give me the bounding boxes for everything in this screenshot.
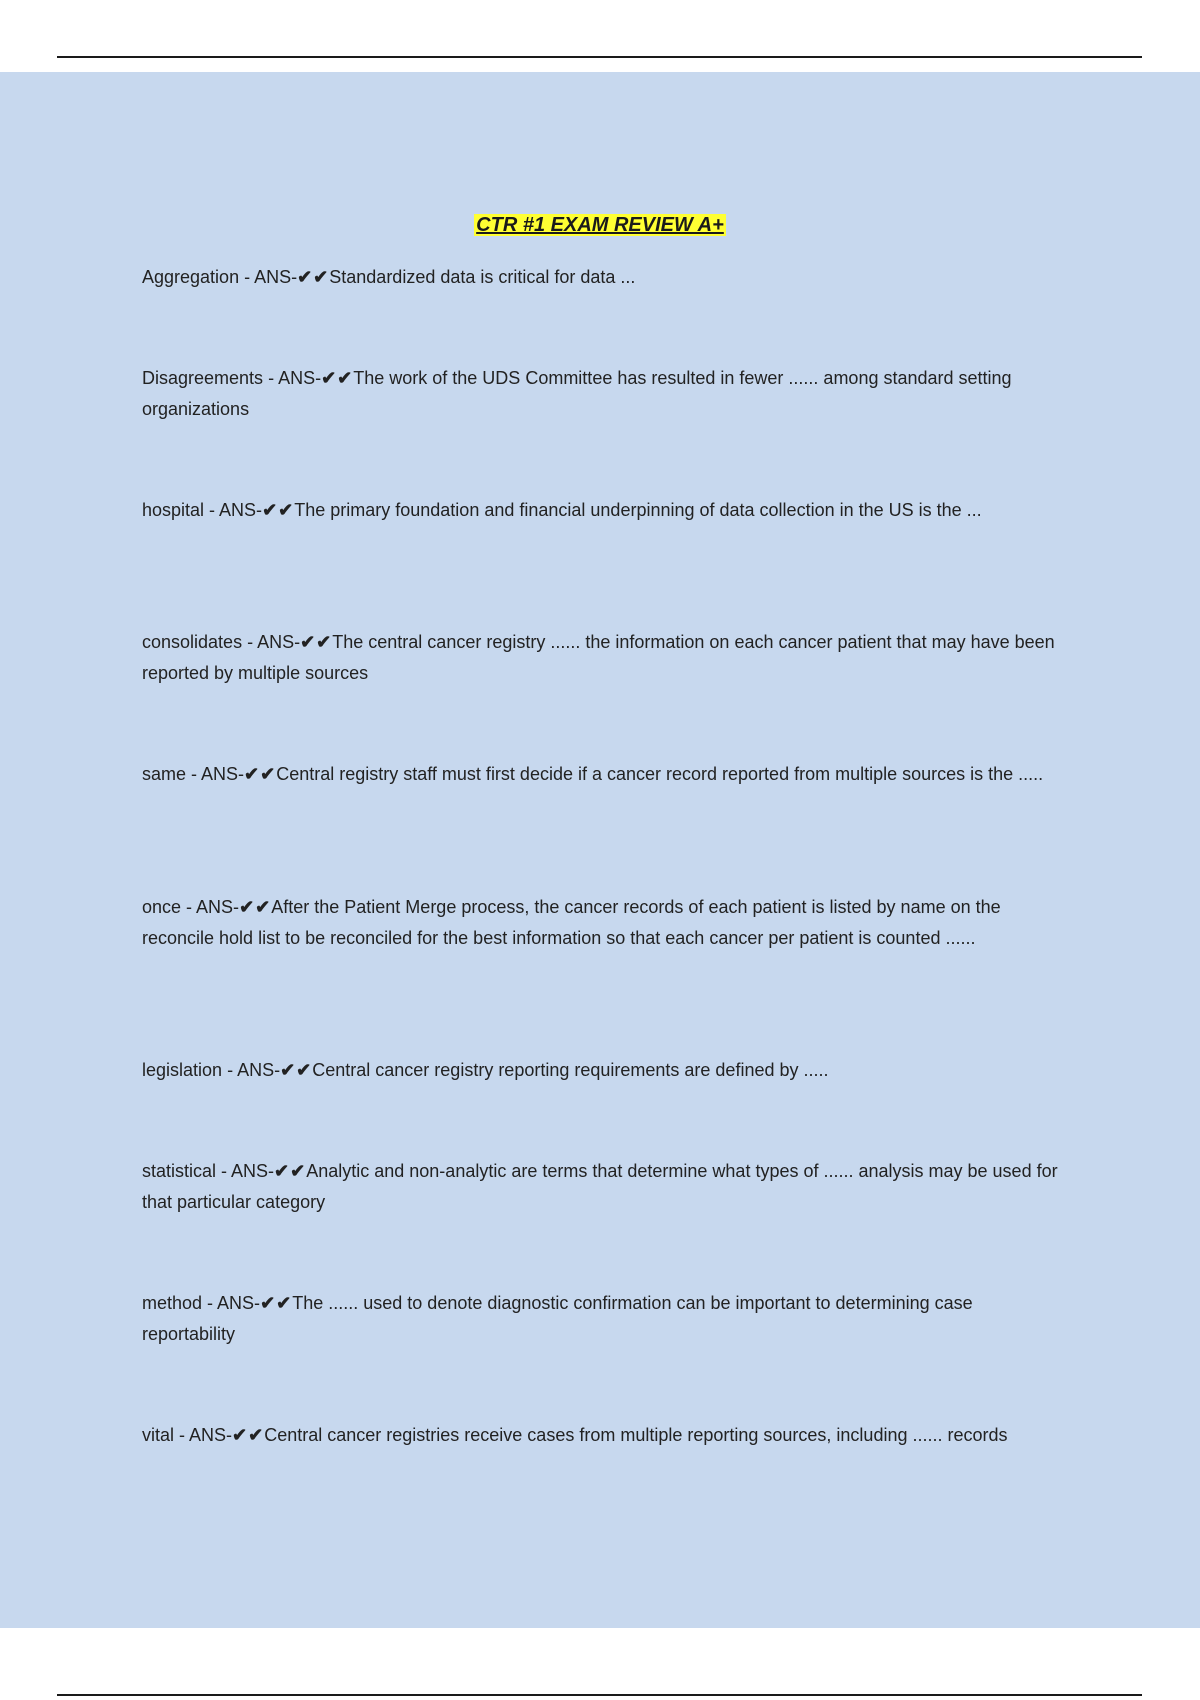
checkmark-icon: ✔✔ xyxy=(300,632,333,652)
qa-term: hospital xyxy=(142,500,205,520)
qa-question: Central cancer registries receive cases from multiple reporting sources, including ...... records xyxy=(264,1425,1008,1445)
qa-term: Aggregation xyxy=(142,267,240,287)
checkmark-icon: ✔✔ xyxy=(321,368,354,388)
document-title-text: CTR #1 EXAM REVIEW A+ xyxy=(476,214,724,236)
qa-item xyxy=(142,1156,1062,1218)
checkmark-icon: ✔✔ xyxy=(244,764,277,784)
qa-term: consolidates xyxy=(142,632,243,652)
qa-term: method xyxy=(142,1293,203,1313)
qa-question: Analytic and non-analytic are terms that determine what types of ...... analysis may be used for that particular category xyxy=(142,1161,1058,1212)
qa-question: After the Patient Merge process, the cancer records of each patient is listed by name on the reconcile hold list to be reconciled for the best information so that each cancer per patient is counted ...... xyxy=(142,897,1001,948)
qa-item xyxy=(142,627,1062,689)
checkmark-icon: ✔✔ xyxy=(274,1161,307,1181)
qa-question: Central registry staff must first decide if a cancer record reported from multiple sources is the ..... xyxy=(276,764,1044,784)
qa-separator: - ANS- xyxy=(204,500,263,520)
qa-item xyxy=(142,759,1062,790)
qa-item xyxy=(142,1288,1062,1350)
checkmark-icon: ✔✔ xyxy=(232,1425,265,1445)
header-rule xyxy=(57,56,1142,58)
checkmark-icon: ✔✔ xyxy=(260,1293,293,1313)
qa-separator: - ANS- xyxy=(216,1161,275,1181)
checkmark-icon: ✔✔ xyxy=(297,267,330,287)
qa-item xyxy=(142,262,1062,293)
qa-question: Central cancer registry reporting requirements are defined by ..... xyxy=(312,1060,829,1080)
checkmark-icon: ✔✔ xyxy=(239,897,272,917)
document-title xyxy=(0,214,1200,237)
qa-separator: - ANS- xyxy=(263,368,322,388)
qa-item xyxy=(142,495,1062,526)
qa-separator: - ANS- xyxy=(174,1425,233,1445)
qa-question: The primary foundation and financial underpinning of data collection in the US is the ... xyxy=(294,500,982,520)
checkmark-icon: ✔✔ xyxy=(280,1060,313,1080)
qa-separator: - ANS- xyxy=(181,897,240,917)
qa-item xyxy=(142,892,1062,954)
qa-item xyxy=(142,1055,1062,1086)
qa-separator: - ANS- xyxy=(202,1293,261,1313)
qa-separator: - ANS- xyxy=(222,1060,281,1080)
qa-question: The work of the UDS Committee has resulted in fewer ...... among standard setting organizations xyxy=(142,368,1012,419)
qa-separator: - ANS- xyxy=(242,632,301,652)
document-page xyxy=(0,72,1200,1628)
qa-term: once xyxy=(142,897,182,917)
qa-question: The ...... used to denote diagnostic confirmation can be important to determining case reportability xyxy=(142,1293,973,1344)
qa-term: legislation xyxy=(142,1060,223,1080)
qa-question: Standardized data is critical for data ... xyxy=(329,267,636,287)
qa-term: vital xyxy=(142,1425,175,1445)
qa-separator: - ANS- xyxy=(186,764,245,784)
qa-question: The central cancer registry ...... the information on each cancer patient that may have been reported by multiple sources xyxy=(142,632,1055,683)
qa-term: statistical xyxy=(142,1161,217,1181)
checkmark-icon: ✔✔ xyxy=(262,500,295,520)
qa-term: same xyxy=(142,764,187,784)
qa-separator: - ANS- xyxy=(239,267,298,287)
footer-rule xyxy=(57,1694,1142,1696)
qa-item xyxy=(142,1420,1062,1451)
qa-item xyxy=(142,363,1062,425)
qa-term: Disagreements xyxy=(142,368,264,388)
